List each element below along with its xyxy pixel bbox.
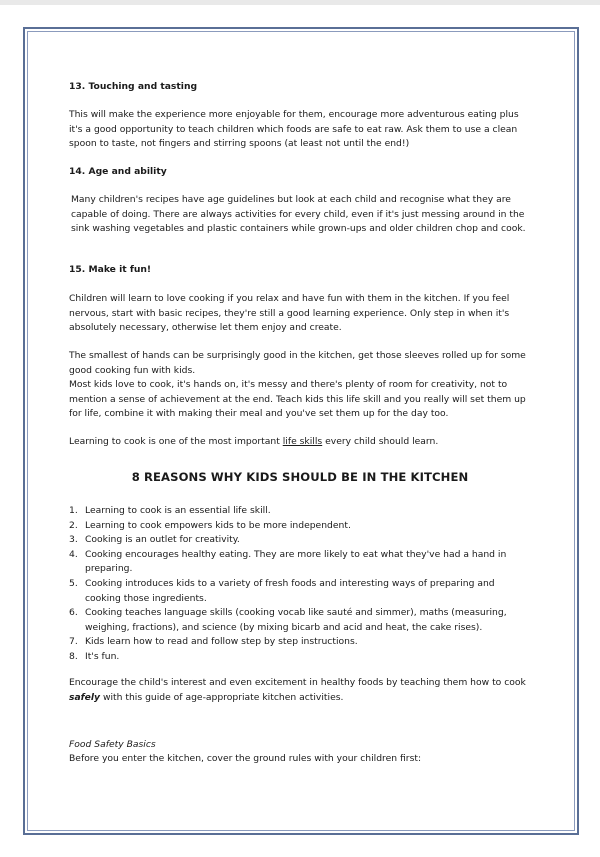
- encourage-prefix: Encourage the child's interest and even excitement in healthy foods by teaching them how to cook: [69, 677, 526, 688]
- encourage-suffix: with this guide of age-appropriate kitchen activities.: [100, 691, 344, 703]
- list-item: [69, 650, 533, 665]
- list-item-number: 7.: [69, 636, 78, 648]
- section-15-body-1: Children will learn to love cooking if you relax and have fun with them in the kitchen. If you feel nervous, start with basic recipes, they're still a good learning experience. Only step in when it's absolutely necessary, otherwise let them enjoy and create.: [69, 293, 510, 334]
- list-item: [69, 577, 533, 606]
- list-item-text: It's fun.: [85, 650, 120, 662]
- list-item: [69, 606, 533, 635]
- list-item-text: Learning to cook is an essential life skill.: [85, 505, 271, 516]
- list-item: [69, 635, 533, 650]
- section-15-body-2: [69, 349, 533, 422]
- list-item-number: 4.: [69, 548, 78, 560]
- page-top-edge: [0, 0, 600, 5]
- section-14-body: Many children's recipes have age guidelines but look at each child and recognise what they are capable of doing. There are always activities for every child, even if it's just messing around in the sink washing vegetables and plastic containers while grown-ups and older children chop and cook.: [71, 194, 526, 235]
- list-item-number: 6.: [69, 607, 78, 619]
- food-safety-body: Before you enter the kitchen, cover the ground rules with your children first:: [69, 753, 422, 764]
- encourage-paragraph: [69, 676, 533, 705]
- list-item-text: Kids learn how to read and follow step by step instructions.: [85, 636, 358, 648]
- section-15-body-3: [69, 435, 438, 450]
- life-skills-link[interactable]: life skills: [282, 436, 323, 447]
- list-item-text: Learning to cook empowers kids to be more independent.: [85, 519, 351, 531]
- list-item: [69, 548, 533, 577]
- list-item-number: 5.: [69, 577, 78, 589]
- list-item-text: Cooking introduces kids to a variety of fresh foods and interesting ways of preparing and cooking those ingredients.: [85, 577, 495, 604]
- list-item: [69, 533, 533, 548]
- list-item: [69, 504, 533, 519]
- life-skills-suffix: every child should learn.: [322, 436, 439, 447]
- section-15-body-2a: The smallest of hands can be surprisingly good in the kitchen, get those sleeves rolled up for some good cooking fun with kids.: [69, 350, 526, 376]
- section-15-heading: 15. Make it fun!: [69, 264, 152, 275]
- section-13-heading: 13. Touching and tasting: [69, 81, 198, 92]
- encourage-emphasis: safely: [69, 691, 101, 703]
- reasons-list: [69, 504, 533, 665]
- list-item-number: 1.: [69, 505, 78, 516]
- reasons-title: 8 REASONS WHY KIDS SHOULD BE IN THE KITCHEN: [131, 470, 469, 484]
- list-item: [69, 519, 533, 534]
- life-skills-prefix: Learning to cook is one of the most important: [69, 436, 283, 447]
- food-safety-heading: Food Safety Basics: [69, 739, 156, 750]
- list-item-text: Cooking encourages healthy eating. They are more likely to eat what they've had a hand in preparing.: [85, 548, 507, 575]
- list-item-text: Cooking is an outlet for creativity.: [85, 534, 240, 546]
- section-13-body: This will make the experience more enjoyable for them, encourage more adventurous eating plus it's a good opportunity to teach children which foods are safe to eat raw. Ask them to use a clean spoon to taste, not fingers and stirring spoons (at least not until the end!): [69, 109, 519, 150]
- list-item-number: 8.: [69, 650, 78, 662]
- list-item-number: 2.: [69, 519, 78, 531]
- section-14-heading: 14. Age and ability: [69, 166, 167, 177]
- section-15-body-2b: Most kids love to cook, it's hands on, it's messy and there's plenty of room for creativity, not to mention a sense of achievement at the end. Teach kids this life skill and you really will set them up for life, combine it with making their meal and you've set them up for the day too.: [69, 379, 526, 420]
- list-item-number: 3.: [69, 534, 78, 546]
- list-item-text: Cooking teaches language skills (cooking vocab like sauté and simmer), maths (measuring, weighing, fractions), and science (by mixing bicarb and acid and heat, the cake rises).: [85, 607, 507, 633]
